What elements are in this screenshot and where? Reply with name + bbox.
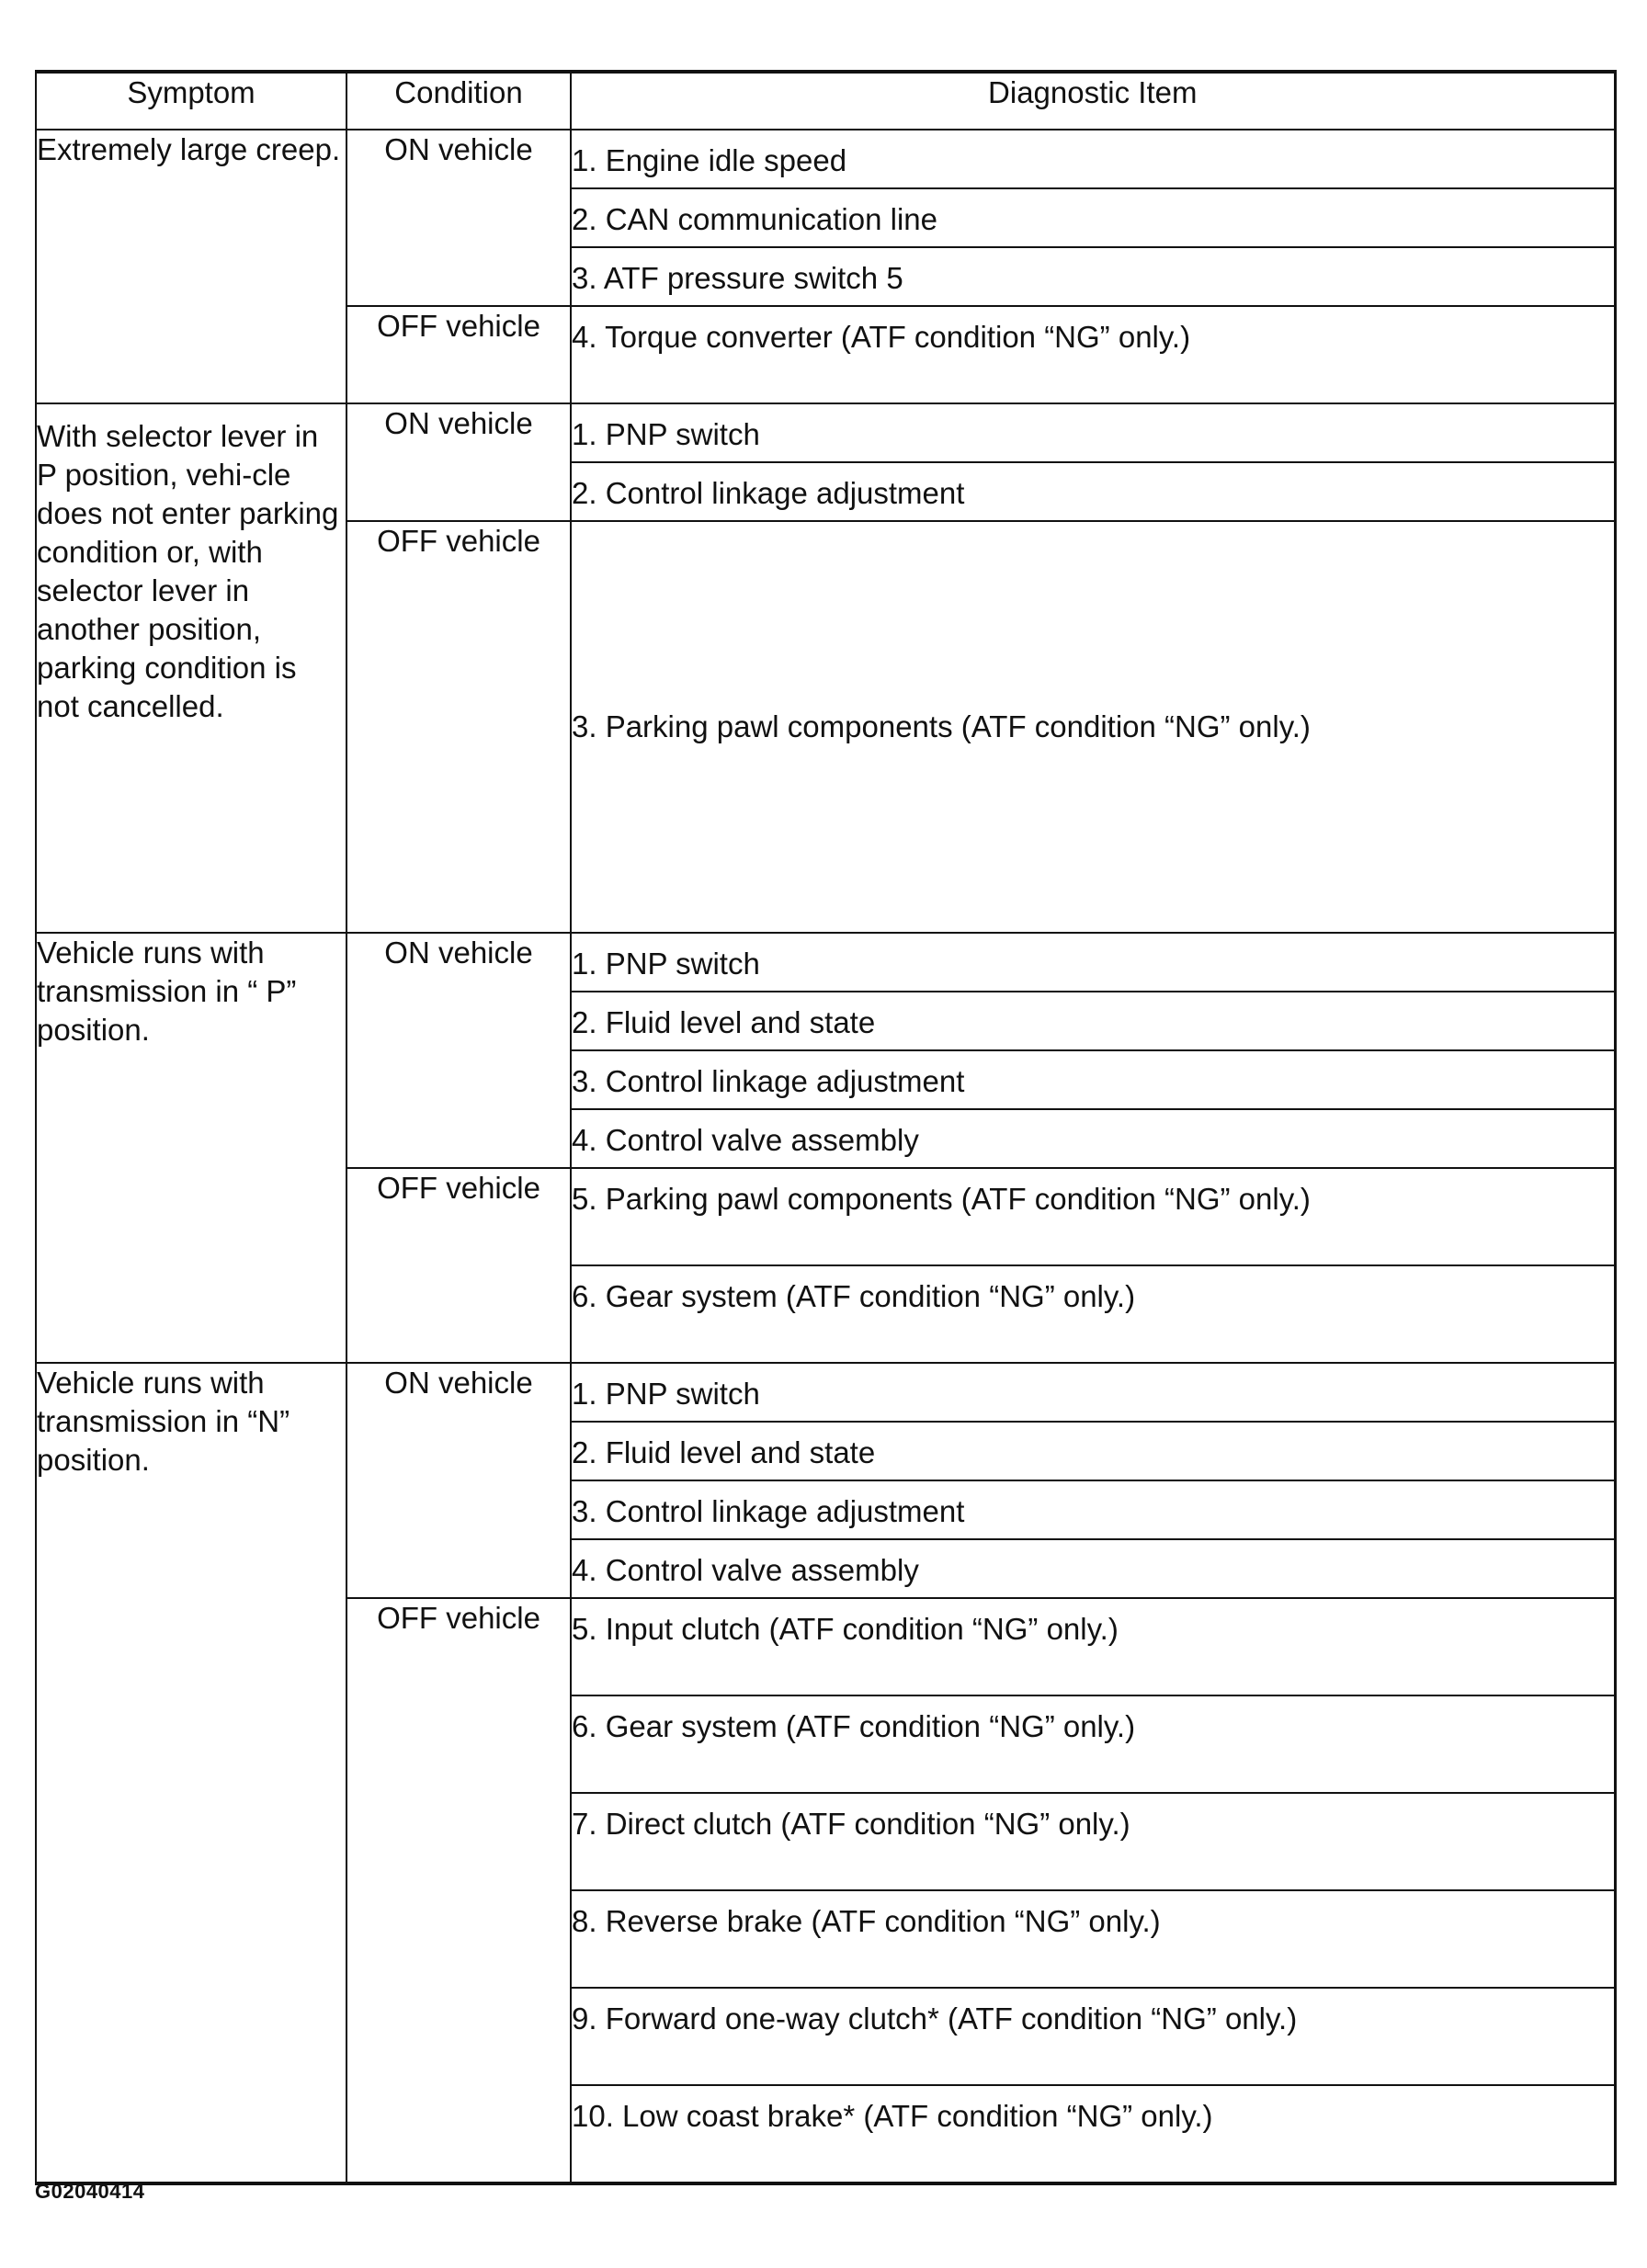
condition-on-vehicle: ON vehicle: [346, 933, 571, 1168]
figure-code: G02040414: [35, 2180, 145, 2203]
condition-off-vehicle: OFF vehicle: [346, 306, 571, 403]
condition-off-vehicle: OFF vehicle: [346, 521, 571, 933]
symptom-cell: Vehicle runs with transmission in “ P” position.: [36, 933, 346, 1363]
diagnostic-item: 2. Control linkage adjustment: [571, 462, 1615, 521]
table-row: [36, 130, 1615, 188]
diagnostic-item: 3. Control linkage adjustment: [571, 1480, 1615, 1539]
diagnostic-item: 5. Parking pawl components (ATF condition “NG” only.): [571, 1168, 1615, 1265]
diagnostic-item: 7. Direct clutch (ATF condition “NG” only.): [571, 1793, 1615, 1890]
condition-on-vehicle: ON vehicle: [346, 1363, 571, 1598]
header-diagnostic-item: Diagnostic Item: [571, 72, 1615, 130]
header-condition: Condition: [346, 72, 571, 130]
symptom-cell: Extremely large creep.: [36, 130, 346, 403]
diagnostic-item: 3. ATF pressure switch 5: [571, 247, 1615, 306]
diagnostic-item: 9. Forward one-way clutch* (ATF condition “NG” only.): [571, 1988, 1615, 2085]
header-symptom: Symptom: [36, 72, 346, 130]
diagnostic-item: 6. Gear system (ATF condition “NG” only.): [571, 1265, 1615, 1363]
diagnostic-item: 3. Control linkage adjustment: [571, 1050, 1615, 1109]
diagnostic-item: 10. Low coast brake* (ATF condition “NG” only.): [571, 2085, 1615, 2183]
diagnostic-item: 3. Parking pawl components (ATF condition “NG” only.): [571, 521, 1615, 933]
diagnostic-item: 4. Control valve assembly: [571, 1539, 1615, 1598]
diagnostic-item: 8. Reverse brake (ATF condition “NG” only.): [571, 1890, 1615, 1988]
symptom-cell: With selector lever in P position, vehi-cle does not enter parking condition or, with selector lever in another position, parking condition is not cancelled.: [36, 403, 346, 933]
table-row: [36, 403, 1615, 462]
condition-off-vehicle: OFF vehicle: [346, 1168, 571, 1363]
diagnostic-item: 1. PNP switch: [571, 933, 1615, 992]
diagnostic-item: 4. Torque converter (ATF condition “NG” only.): [571, 306, 1615, 403]
condition-on-vehicle: ON vehicle: [346, 403, 571, 521]
diagnostic-item: 2. CAN communication line: [571, 188, 1615, 247]
condition-off-vehicle: OFF vehicle: [346, 1598, 571, 2183]
diagnostic-item: 6. Gear system (ATF condition “NG” only.): [571, 1695, 1615, 1793]
diagnostic-item: 1. PNP switch: [571, 1363, 1615, 1422]
diagnostic-item: 2. Fluid level and state: [571, 992, 1615, 1050]
diagnostic-item: 1. Engine idle speed: [571, 130, 1615, 188]
table-row: [36, 933, 1615, 992]
table-header-row: [36, 72, 1615, 130]
diagnostic-item: 1. PNP switch: [571, 403, 1615, 462]
symptom-cell: Vehicle runs with transmission in “N” position.: [36, 1363, 346, 2183]
diagnostic-item: 5. Input clutch (ATF condition “NG” only.): [571, 1598, 1615, 1695]
diagnostic-item: 4. Control valve assembly: [571, 1109, 1615, 1168]
condition-on-vehicle: ON vehicle: [346, 130, 571, 306]
diagnosis-table: [35, 70, 1617, 2185]
table-row: [36, 1363, 1615, 1422]
diagnostic-item: 2. Fluid level and state: [571, 1422, 1615, 1480]
